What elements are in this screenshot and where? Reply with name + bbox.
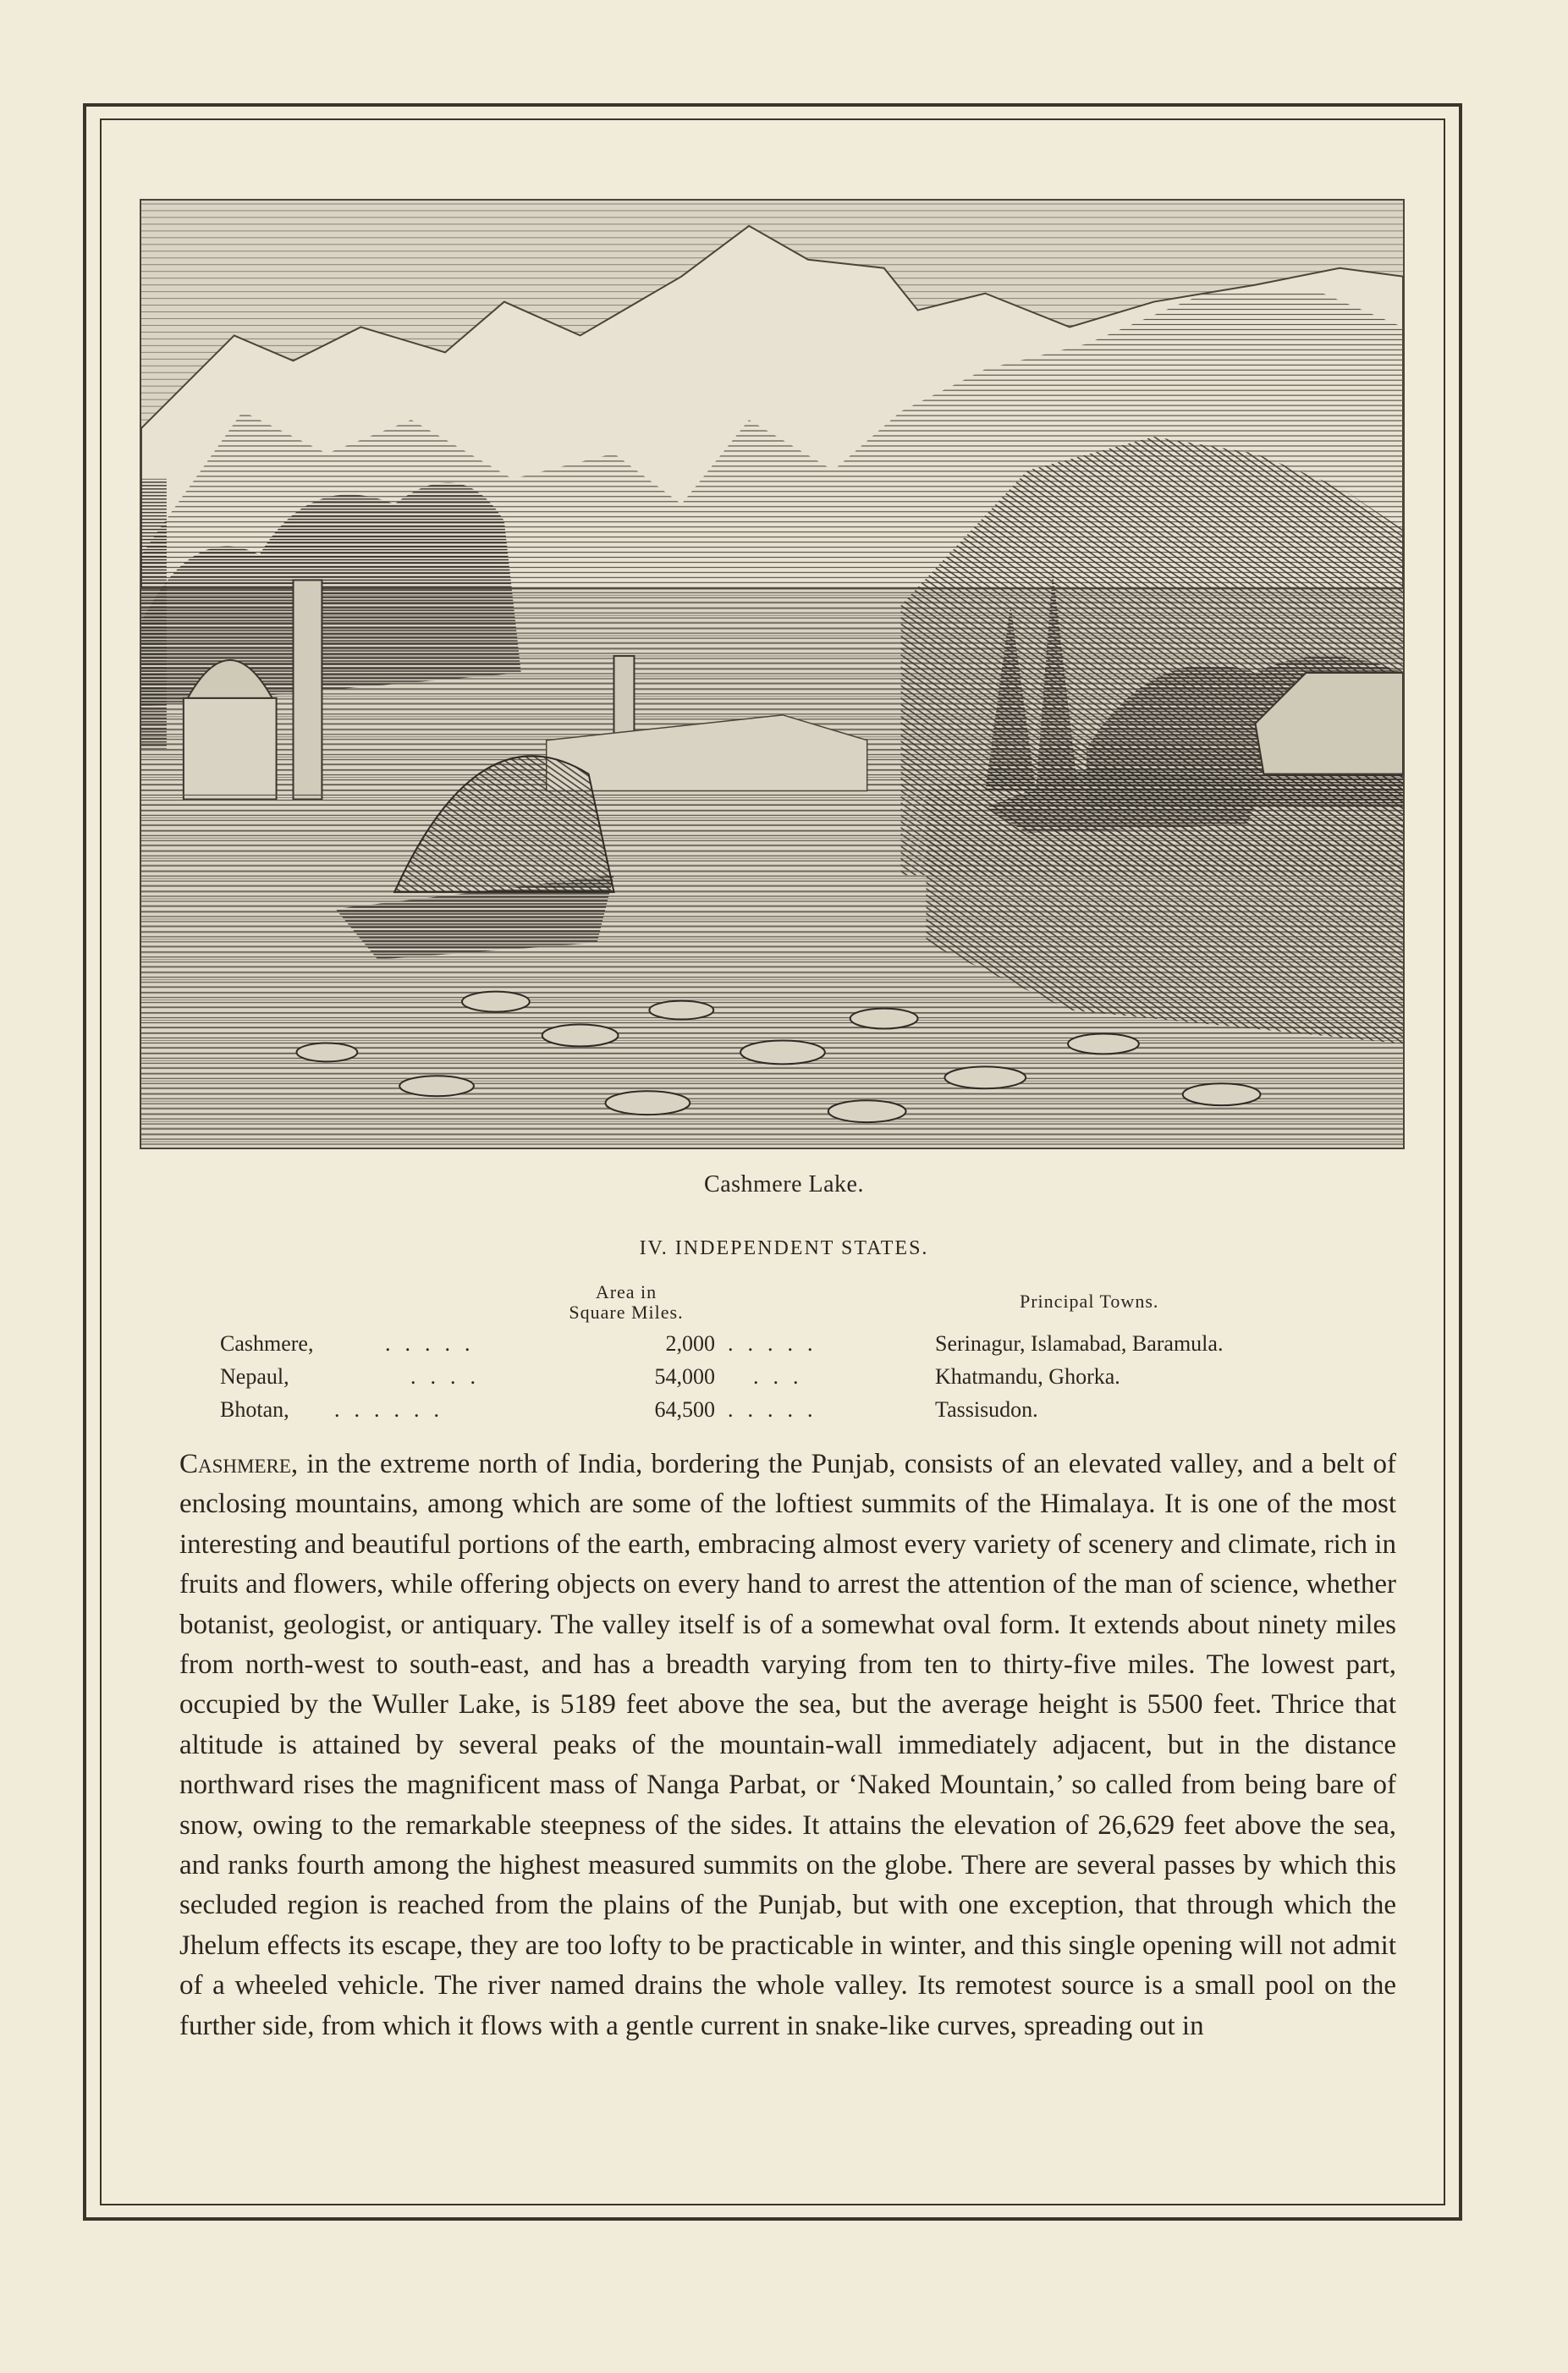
cashmere-lake-engraving (140, 199, 1405, 1149)
leader-dots: .... (410, 1364, 490, 1389)
lead-word: Cashmere, (179, 1449, 299, 1479)
table-row (220, 1331, 1354, 1364)
leader-dots: ..... (385, 1331, 485, 1356)
state-towns: Serinagur, Islamabad, Baramula. (935, 1331, 1224, 1356)
area-column-header: Area in Square Miles. (569, 1281, 684, 1323)
section-heading: IV. INDEPENDENT STATES. (639, 1237, 929, 1259)
left-cypress (141, 479, 167, 749)
paragraph-text: in the extreme north of India, bordering the Punjab, consists of an elevated valley, and a belt of enclosing mountains, among which are some of the loftiest summits of the Himalaya. It is one of the most interesting and beautiful portions of the earth, embracing almost every variety of scenery and climate, rich in fruits and flowers, while offering objects on every hand to arrest the attention of the man of science, whether botanist, geologist, or antiquary. The valley itself is of a somewhat oval form. It extends about ninety miles from north-west to south-east, and has a breadth varying from ten to thirty-five miles. The lowest part, occupied by the Wuller Lake, is 5189 feet above the sea, but the average height is 5500 feet. Thrice that altitude is attained by several peaks of the mountain-wall immediately adjacent, but in the distance northward rises the magnificent mass of Nanga Parbat, or ‘Naked Mountain,’ so called from being bare of snow, owing to the remarkable steepness of the sides. It attains the elevation of 26,629 feet above the sea, and ranks fourth among the highest measured summits on the globe. There are several passes by which this secluded region is reached from the plains of the Punjab, but with one exception, that through which the Jhelum effects its escape, they are too lofty to be practicable in winter, and this single opening will not admit of a wheeled vehicle. The river named drains the whole valley. Its remotest source is a small pool on the further side, from which it flows with a gentle current in snake-like curves, spreading out in (179, 1449, 1396, 2041)
states-table (220, 1282, 1354, 1430)
leader-dots: ..... (728, 1331, 828, 1356)
state-name: Nepaul, (220, 1364, 289, 1389)
state-area: 54,000 (654, 1364, 715, 1389)
table-header-row (220, 1282, 1354, 1331)
figure-caption: Cashmere Lake. (704, 1171, 864, 1198)
state-name: Cashmere, (220, 1331, 314, 1356)
table-row (220, 1364, 1354, 1397)
state-name: Bhotan, (220, 1397, 289, 1422)
table-row (220, 1397, 1354, 1430)
body-paragraph (179, 1445, 1396, 2046)
towns-column-header: Principal Towns. (1020, 1291, 1159, 1312)
state-towns: Khatmandu, Ghorka. (935, 1364, 1120, 1389)
leader-dots: ...... (334, 1397, 454, 1422)
state-area: 64,500 (654, 1397, 715, 1422)
state-area: 2,000 (665, 1331, 715, 1356)
state-towns: Tassisudon. (935, 1397, 1038, 1422)
leader-dots: ... (753, 1364, 813, 1389)
leader-dots: ..... (728, 1397, 828, 1422)
